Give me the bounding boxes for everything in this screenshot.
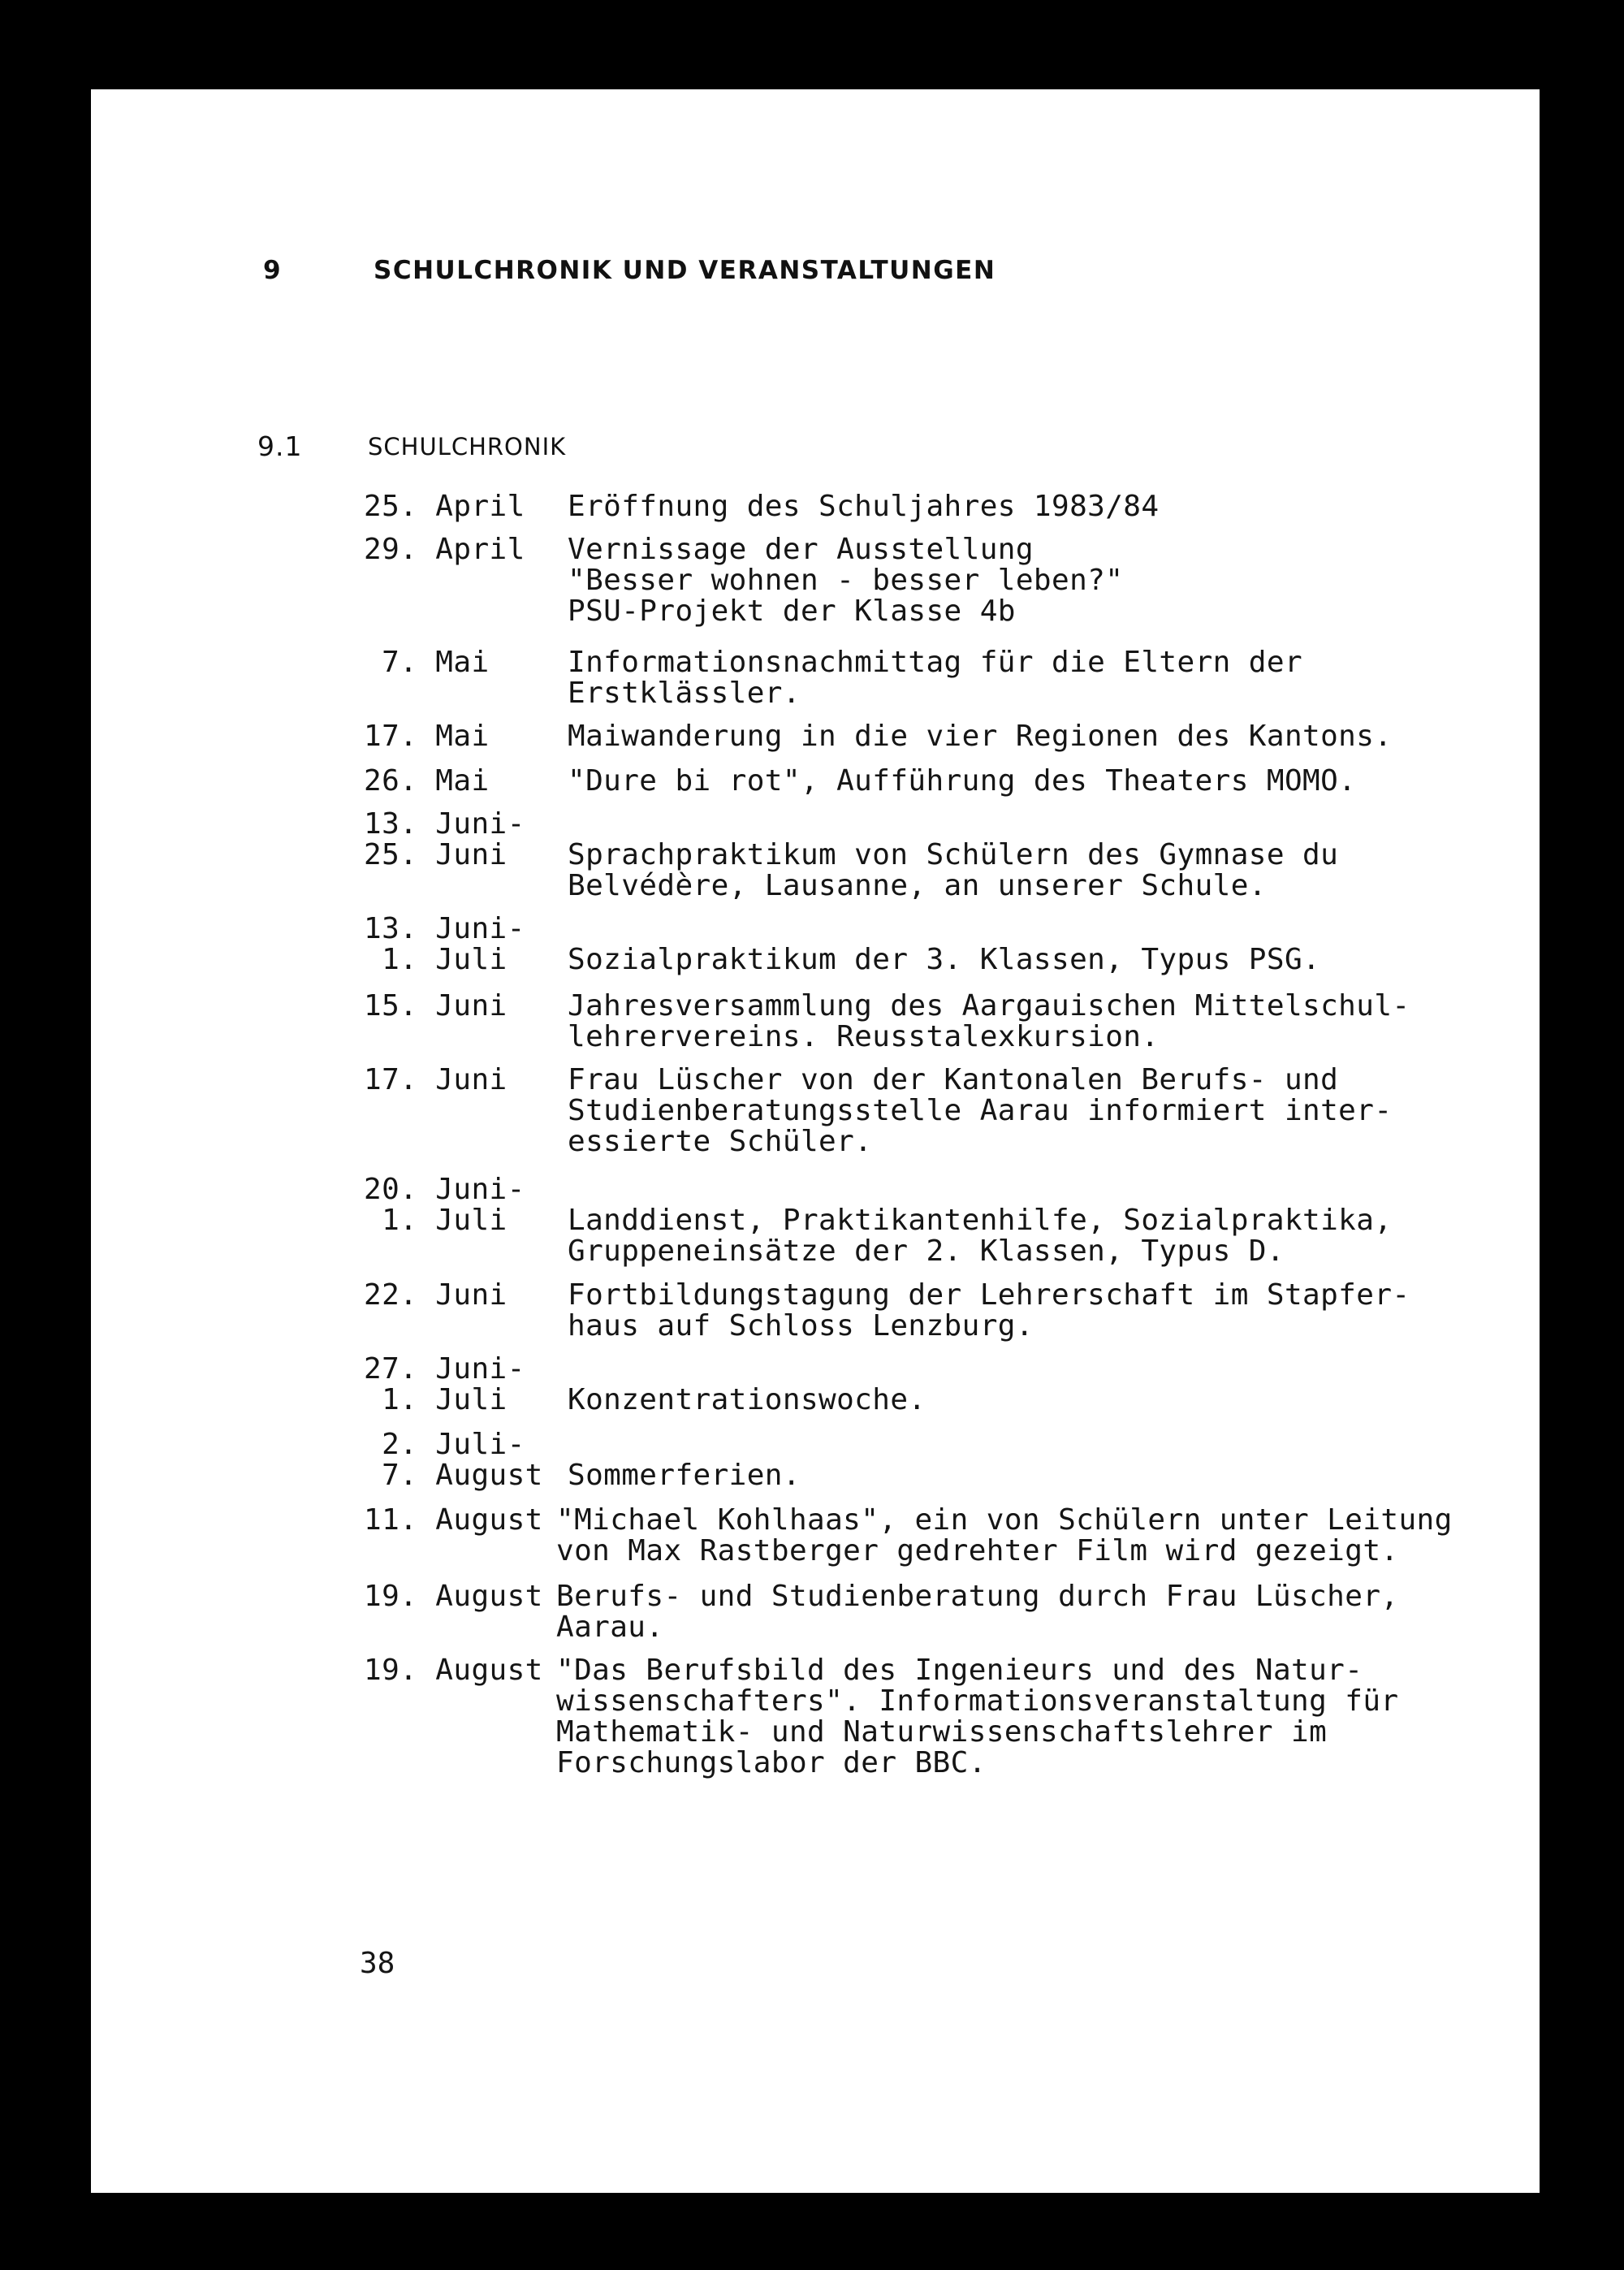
entry-text: Konzentrationswoche. <box>568 1383 926 1416</box>
entry-date: 29. April <box>364 533 525 566</box>
entry-date: 11. August <box>364 1503 543 1537</box>
entry-date: 20. Juni- 1. Juli <box>364 1173 525 1237</box>
entry-date: 2. Juli- 7. August <box>382 1428 543 1492</box>
entry-text: Informationsnachmittag für die Eltern der Erstklässler. <box>568 646 1303 710</box>
entry-text: Sozialpraktikum der 3. Klassen, Typus PSG. <box>568 943 1321 976</box>
entry-text: Maiwanderung in die vier Regionen des Kantons. <box>568 720 1393 753</box>
entry-date: 7. Mai <box>364 646 490 679</box>
page-number: 38 <box>360 1947 395 1980</box>
entry-text: Sommerferien. <box>568 1459 801 1492</box>
entry-date: 25. April <box>364 490 525 523</box>
entry-date: 27. Juni- 1. Juli <box>364 1352 525 1416</box>
entry-text: Berufs- und Studienberatung durch Frau Lüscher, Aarau. <box>556 1580 1399 1644</box>
entry-text: "Michael Kohlhaas", ein von Schülern unter Leitung von Max Rastberger gedrehter Film wird gezeigt. <box>556 1503 1453 1567</box>
section-title: SCHULCHRONIK <box>368 433 567 460</box>
entry-text: Vernissage der Ausstellung "Besser wohnen - besser leben?" PSU-Projekt der Klasse 4b <box>568 533 1124 628</box>
chronicle-list <box>91 89 1540 2193</box>
entry-date: 15. Juni <box>364 989 508 1023</box>
entry-text: Sprachpraktikum von Schülern des Gymnase du Belvédère, Lausanne, an unserer Schule. <box>568 838 1339 902</box>
entry-text: Landdienst, Praktikantenhilfe, Sozialpraktika, Gruppeneinsätze der 2. Klassen, Typus D. <box>568 1204 1393 1268</box>
document-page <box>91 89 1540 2193</box>
entry-date: 13. Juni- 1. Juli <box>364 912 525 976</box>
entry-text: Frau Lüscher von der Kantonalen Berufs- und Studienberatungsstelle Aarau informiert inter- essierte Schüler. <box>568 1063 1393 1158</box>
section-number: 9.1 <box>257 430 303 462</box>
chapter-title: SCHULCHRONIK UND VERANSTALTUNGEN <box>374 256 996 285</box>
entry-date: 26. Mai <box>364 764 490 798</box>
entry-date: 17. Juni <box>364 1063 508 1096</box>
entry-date: 19. August <box>364 1580 543 1613</box>
entry-text: Jahresversammlung des Aargauischen Mittelschul- lehrervereins. Reusstalexkursion. <box>568 989 1410 1053</box>
entry-date: 19. August <box>364 1654 543 1687</box>
entry-text: Eröffnung des Schuljahres 1983/84 <box>568 490 1160 523</box>
chapter-number: 9 <box>263 256 282 285</box>
entry-text: "Das Berufsbild des Ingenieurs und des Natur- wissenschafters". Informationsveranstaltung für Mathematik- und Naturwissenschaftslehrer im Forschungslabor der BBC. <box>556 1654 1399 1779</box>
entry-date: 22. Juni <box>364 1278 508 1312</box>
entry-date: 13. Juni- 25. Juni <box>364 807 525 871</box>
entry-text: Fortbildungstagung der Lehrerschaft im Stapfer- haus auf Schloss Lenzburg. <box>568 1278 1410 1343</box>
entry-date: 17. Mai <box>364 720 490 753</box>
entry-text: "Dure bi rot", Aufführung des Theaters MOMO. <box>568 764 1357 798</box>
